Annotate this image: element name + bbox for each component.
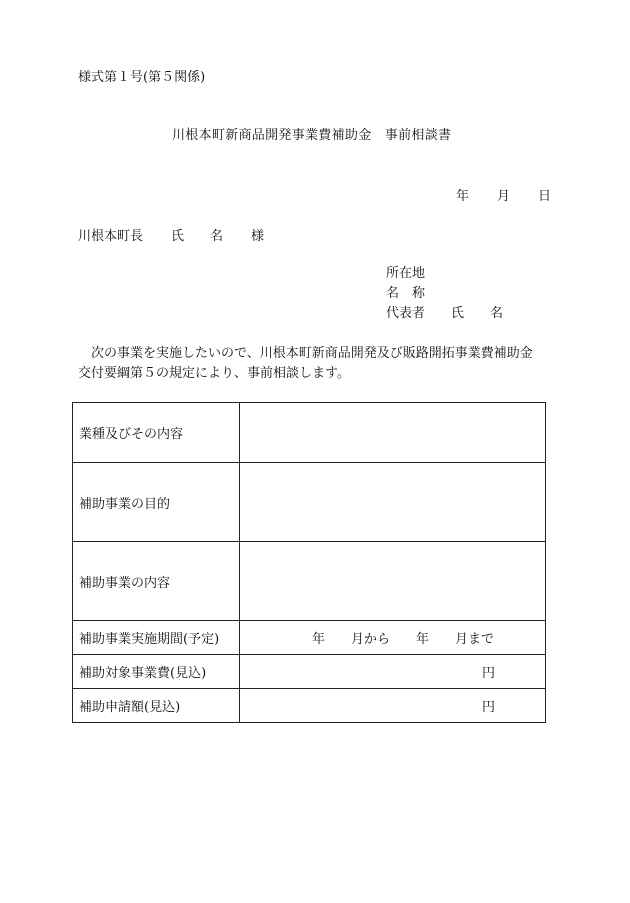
eligible-cost-unit: 円 <box>481 666 495 681</box>
date-line <box>456 185 551 204</box>
project-purpose-label: 補助事業の目的 <box>73 463 240 542</box>
applicant-address-label: 所在地 <box>386 266 426 281</box>
consultation-form-table <box>72 402 546 723</box>
body-line-1: 次の事業を実施したいので、川根本町新商品開発及び販路開拓事業費補助金 <box>78 346 533 361</box>
form-number: 様式第１号(第５関係) <box>78 70 206 85</box>
project-period-field[interactable] <box>240 621 546 655</box>
period-end-month: 月まで <box>455 632 495 647</box>
period-start-month: 月から <box>351 632 391 647</box>
addressee-honorific: 様 <box>251 229 265 244</box>
business-type-field[interactable] <box>240 403 546 463</box>
period-end-year: 年 <box>416 632 430 647</box>
table-row <box>73 621 546 655</box>
applicant-representative-label: 代表者 氏 名 <box>386 306 504 321</box>
project-content-field[interactable] <box>240 542 546 621</box>
period-start-year: 年 <box>312 632 326 647</box>
addressee-name-label: 氏 名 <box>171 229 224 244</box>
eligible-cost-field[interactable] <box>240 655 546 689</box>
applicant-name-label: 名 称 <box>386 286 426 301</box>
project-content-label: 補助事業の内容 <box>73 542 240 621</box>
project-purpose-field[interactable] <box>240 463 546 542</box>
applicant-block <box>386 264 503 324</box>
requested-amount-label: 補助申請額(見込) <box>73 689 240 723</box>
body-text <box>78 344 533 384</box>
body-line-2: 交付要綱第５の規定により、事前相談します。 <box>78 366 350 381</box>
date-day-label: 日 <box>538 189 552 204</box>
project-period-label: 補助事業実施期間(予定) <box>73 621 240 655</box>
requested-amount-field[interactable] <box>240 689 546 723</box>
addressee <box>78 225 264 244</box>
addressee-office: 川根本町長 <box>78 229 144 244</box>
eligible-cost-label: 補助対象事業費(見込) <box>73 655 240 689</box>
table-row <box>73 689 546 723</box>
table-row <box>73 542 546 621</box>
requested-amount-unit: 円 <box>481 700 495 715</box>
table-row <box>73 655 546 689</box>
table-row <box>73 403 546 463</box>
date-year-label: 年 <box>456 189 470 204</box>
document-title: 川根本町新商品開発事業費補助金 事前相談書 <box>172 128 452 143</box>
business-type-label: 業種及びその内容 <box>73 403 240 463</box>
date-month-label: 月 <box>497 189 511 204</box>
table-row <box>73 463 546 542</box>
